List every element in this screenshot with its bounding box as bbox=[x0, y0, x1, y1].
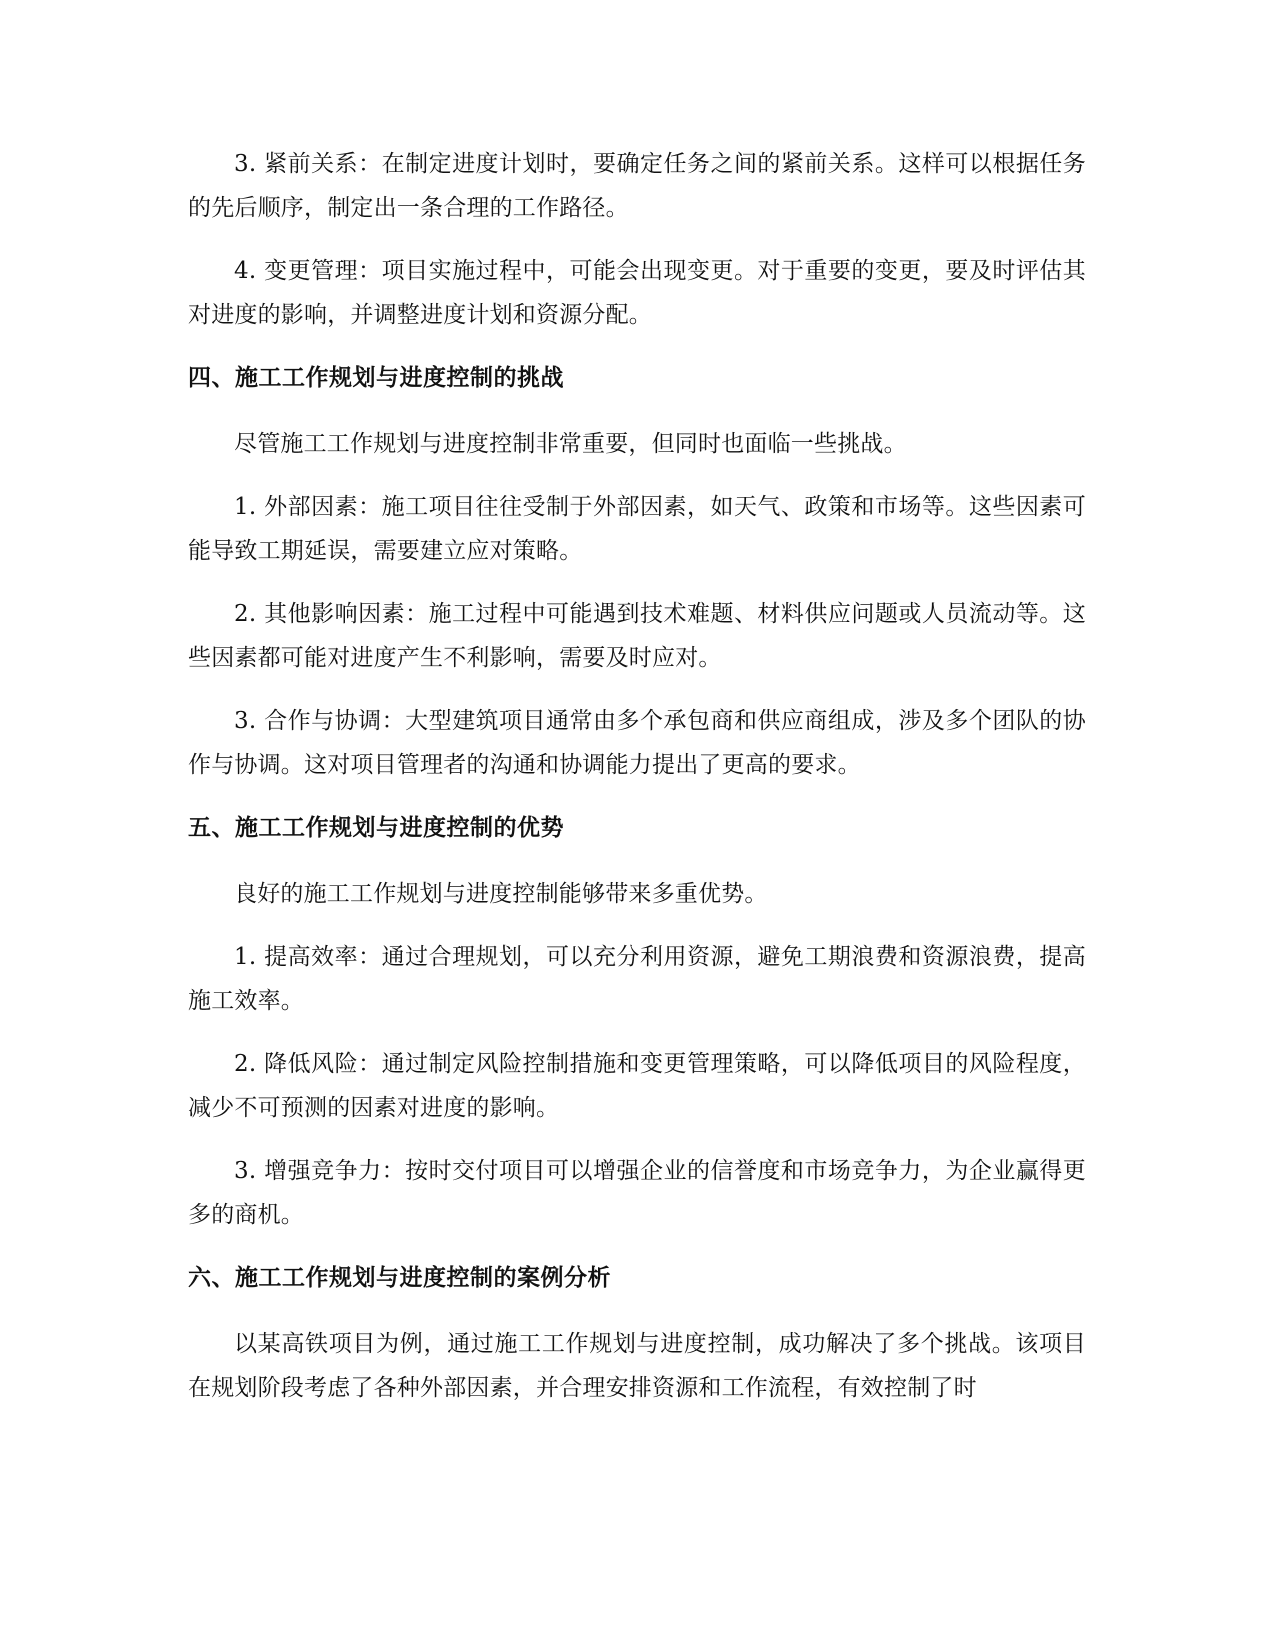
paragraph-case-study: 以某高铁项目为例，通过施工工作规划与进度控制，成功解决了多个挑战。该项目在规划阶段考虑了各种外部因素，并合理安排资源和工作流程，有效控制了时 bbox=[188, 1331, 1086, 1401]
section-heading-challenges: 四、施工工作规划与进度控制的挑战 bbox=[188, 365, 564, 391]
paragraph-predecessor-relation: 3. 紧前关系：在制定进度计划时，要确定任务之间的紧前关系。这样可以根据任务的先后顺序，制定出一条合理的工作路径。 bbox=[188, 151, 1086, 221]
paragraph-other-factors: 2. 其他影响因素：施工过程中可能遇到技术难题、材料供应问题或人员流动等。这些因素都可能对进度产生不利影响，需要及时应对。 bbox=[188, 601, 1086, 671]
paragraph-risk: 2. 降低风险：通过制定风险控制措施和变更管理策略，可以降低项目的风险程度，减少不可预测的因素对进度的影响。 bbox=[188, 1051, 1086, 1121]
paragraph-advantages-intro: 良好的施工工作规划与进度控制能够带来多重优势。 bbox=[234, 881, 768, 907]
paragraph-cooperation: 3. 合作与协调：大型建筑项目通常由多个承包商和供应商组成，涉及多个团队的协作与协调。这对项目管理者的沟通和协调能力提出了更高的要求。 bbox=[188, 708, 1086, 778]
paragraph-external-factors: 1. 外部因素：施工项目往往受制于外部因素，如天气、政策和市场等。这些因素可能导致工期延误，需要建立应对策略。 bbox=[188, 494, 1086, 564]
document-body bbox=[188, 142, 1086, 1429]
section-heading-case-study: 六、施工工作规划与进度控制的案例分析 bbox=[188, 1265, 611, 1291]
section-heading-advantages: 五、施工工作规划与进度控制的优势 bbox=[188, 815, 564, 841]
paragraph-challenges-intro: 尽管施工工作规划与进度控制非常重要，但同时也面临一些挑战。 bbox=[234, 431, 907, 457]
paragraph-efficiency: 1. 提高效率：通过合理规划，可以充分利用资源，避免工期浪费和资源浪费，提高施工效率。 bbox=[188, 944, 1086, 1014]
paragraph-change-management: 4. 变更管理：项目实施过程中，可能会出现变更。对于重要的变更，要及时评估其对进度的影响，并调整进度计划和资源分配。 bbox=[188, 258, 1086, 328]
paragraph-competitiveness: 3. 增强竞争力：按时交付项目可以增强企业的信誉度和市场竞争力，为企业赢得更多的商机。 bbox=[188, 1158, 1086, 1228]
